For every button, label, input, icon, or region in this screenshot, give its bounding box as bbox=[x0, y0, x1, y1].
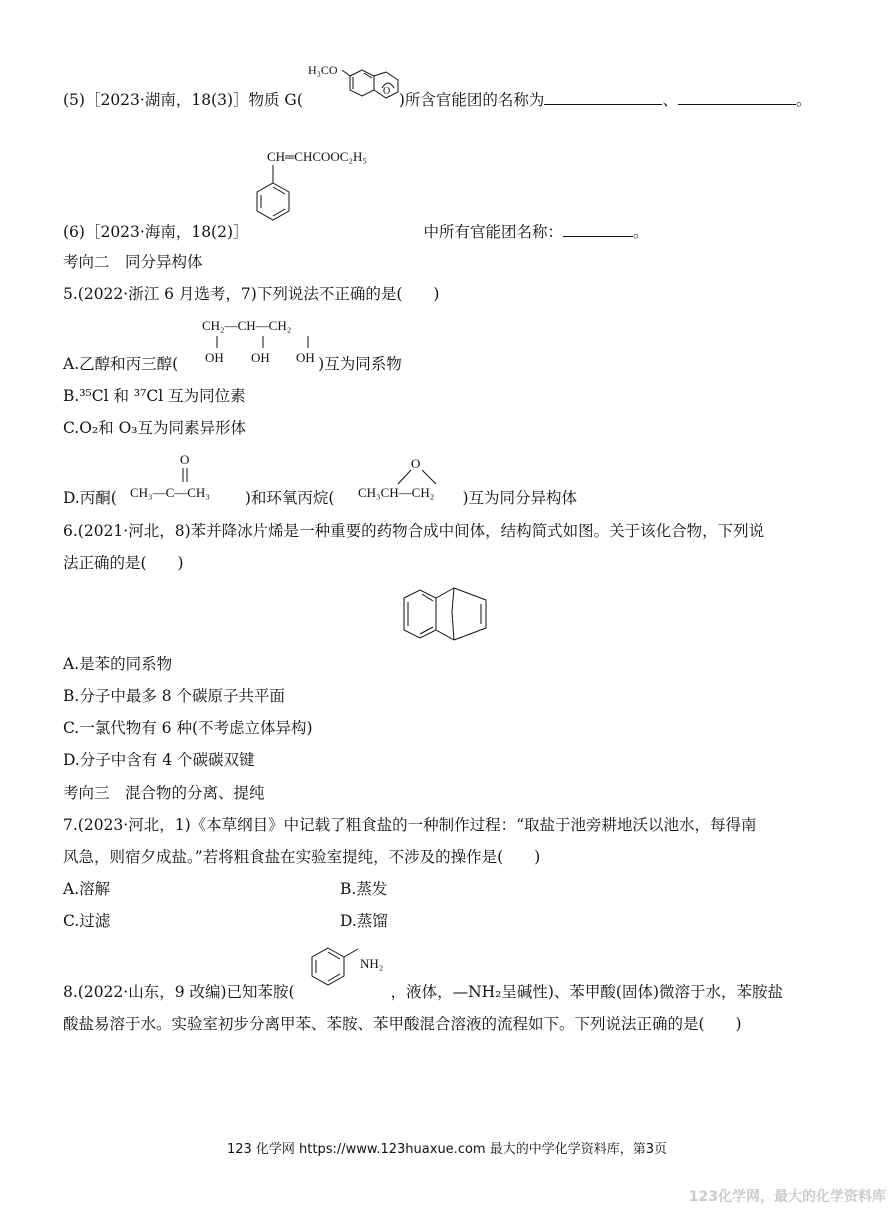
q5b-option-c: C.O₂和 O₃互为同素异形体 bbox=[63, 419, 247, 437]
q7-option-b: B.蒸发 bbox=[340, 880, 388, 898]
section-2-heading: 考向二 同分异构体 bbox=[63, 253, 203, 271]
q5b-d-prefix: D.丙酮( bbox=[63, 489, 117, 507]
q5b-option-b: B.³⁵Cl 和 ³⁷Cl 互为同位素 bbox=[63, 387, 246, 405]
q7-stem-line-1: 7.(2023·河北，1)《本草纲目》中记载了粗食盐的一种制作过程：“取盐于池旁耕地沃以池水，每得南 bbox=[63, 816, 757, 834]
q6b-option-b: B.分子中最多 8 个碳原子共平面 bbox=[63, 687, 286, 705]
glycerol-oh-1: OH bbox=[205, 350, 224, 365]
q5-line bbox=[63, 88, 811, 110]
glycerol-oh-3: OH bbox=[296, 350, 315, 365]
q6b-stem-line-1: 6.(2021·河北，8)苯并降冰片烯是一种重要的药物合成中间体，结构简式如图。关于该化合物，下列说 bbox=[63, 522, 765, 540]
epox-oxygen: O bbox=[411, 456, 421, 471]
q5-blank-2 bbox=[678, 88, 796, 105]
q7-option-a: A.溶解 bbox=[63, 880, 111, 898]
q5b-a-prefix: A.乙醇和丙三醇( bbox=[63, 355, 179, 373]
methoxy-label: H₃CO bbox=[308, 63, 338, 77]
q5-end: 。 bbox=[795, 91, 812, 109]
q5b-a-suffix: )互为同系物 bbox=[318, 355, 402, 373]
q6b-stem-line-2: 法正确的是( ) bbox=[63, 554, 184, 572]
q7-stem-line-2: 风急，则宿夕成盐。”若将粗食盐在实验室提纯，不涉及的操作是( ) bbox=[63, 848, 541, 866]
q6b-option-c: C.一氯代物有 6 种(不考虑立体异构) bbox=[63, 719, 313, 737]
q5-sep: 、 bbox=[662, 91, 678, 109]
section-3-heading: 考向三 混合物的分离、提纯 bbox=[63, 784, 265, 802]
q6-suffix: 中所有官能团名称： bbox=[423, 223, 564, 241]
q5b-option-a bbox=[63, 354, 402, 374]
q7-option-d: D.蒸馏 bbox=[340, 912, 388, 930]
glycerol-oh-2: OH bbox=[251, 350, 270, 365]
epox-chain: CH₃CH—CH₂ bbox=[358, 485, 435, 500]
q5b-option-d bbox=[63, 488, 577, 508]
q8-line-1-prefix: 8.(2022·山东，9 改编)已知苯胺( bbox=[63, 983, 295, 1001]
q8-line-2: 酸盐易溶于水。实验室初步分离甲苯、苯胺、苯甲酸混合溶液的流程如下。下列说法正确的是( ) bbox=[63, 1015, 742, 1033]
oxygen-bridge-label: O bbox=[383, 86, 391, 97]
amino-label: NH₂ bbox=[360, 956, 384, 971]
q6b-option-a: A.是苯的同系物 bbox=[63, 655, 173, 673]
q5b-d-suffix: )互为同分异构体 bbox=[462, 489, 578, 507]
q5-prefix: (5)［2023·湖南，18(3)］物质 G( bbox=[63, 91, 303, 109]
q5b-stem: 5.(2022·浙江 6 月选考，7)下列说法不正确的是( ) bbox=[63, 285, 440, 303]
benzonorbornene-structure bbox=[402, 584, 502, 644]
q8-line-1-suffix: ，液体，—NH₂呈碱性)、苯甲酸(固体)微溶于水，苯胺盐 bbox=[390, 983, 784, 1001]
q5-suffix: )所含官能团的名称为 bbox=[398, 91, 545, 109]
q5b-d-mid: )和环氧丙烷( bbox=[244, 489, 335, 507]
q6b-option-d: D.分子中含有 4 个碳碳双键 bbox=[63, 751, 255, 769]
q6-prefix: (6)［2023·海南，18(2)］ bbox=[63, 223, 249, 241]
q8-line-1 bbox=[63, 982, 783, 1002]
q6-line bbox=[63, 220, 649, 242]
cinnamate-chain-label: CH═CHCOOC₂H₅ bbox=[267, 149, 367, 164]
acetone-chain: CH₃—C—CH₃ bbox=[130, 485, 210, 500]
q6-end: 。 bbox=[633, 223, 649, 241]
q7-option-c: C.过滤 bbox=[63, 912, 111, 930]
compound-g-structure bbox=[300, 58, 410, 118]
q5-blank-1 bbox=[544, 88, 662, 105]
glycerol-chain: CH₂—CH—CH₂ bbox=[202, 318, 292, 333]
page-footer: 123 化学网 https://www.123huaxue.com 最大的中学化学资料库，第3页 bbox=[226, 1142, 667, 1157]
watermark: 123化学网，最大的化学资料库 bbox=[688, 1189, 886, 1205]
acetone-oxygen: O bbox=[180, 452, 190, 467]
q6-blank bbox=[563, 220, 633, 237]
